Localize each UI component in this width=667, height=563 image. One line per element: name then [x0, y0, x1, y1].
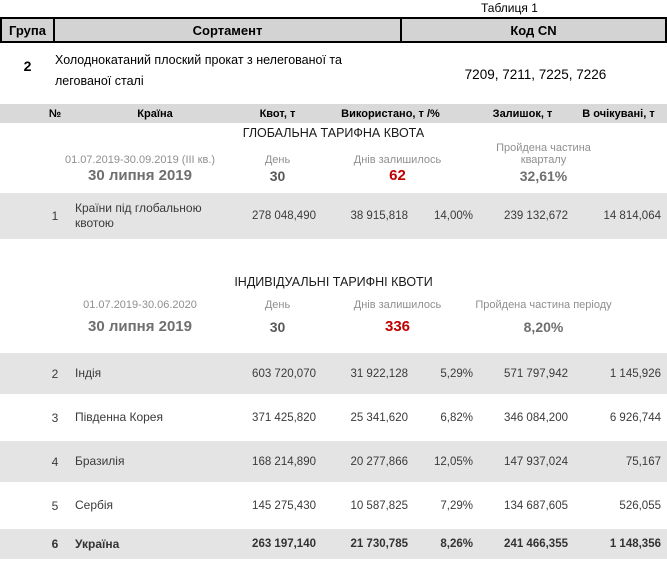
row-used-pct: 12,05%	[433, 455, 473, 468]
table-row	[0, 529, 667, 559]
global-day-value: 30	[269, 167, 286, 184]
global-current-date: 30 липня 2019	[87, 167, 192, 184]
quota-columns-header	[0, 104, 667, 123]
row-country: Сербія	[75, 498, 114, 512]
row-used: 21 730,785	[350, 538, 408, 550]
table-row	[0, 397, 667, 438]
row-quota: 603 720,070	[252, 367, 316, 380]
table-row	[0, 485, 667, 526]
row-used: 20 277,866	[350, 455, 408, 468]
table-row	[0, 441, 667, 482]
individual-days-left-label: Днів залишилось	[353, 299, 442, 311]
row-country: Бразилія	[75, 454, 125, 468]
row-remaining: 241 466,355	[504, 538, 568, 550]
product-table-header	[0, 17, 667, 43]
product-group-number: 2	[23, 58, 32, 74]
product-cn-codes: 7209, 7211, 7225, 7226	[464, 66, 607, 82]
row-used: 25 341,620	[350, 411, 408, 424]
row-remaining: 239 132,672	[504, 210, 568, 222]
global-day-label: День	[264, 154, 291, 166]
col-remaining: Залишок, т	[492, 107, 553, 120]
row-quota: 278 048,490	[252, 210, 316, 222]
row-number: 1	[51, 209, 59, 223]
row-number: 2	[51, 366, 59, 381]
row-number: 3	[51, 410, 59, 425]
row-used: 38 915,818	[350, 210, 408, 222]
individual-quota-title: ІНДИВІДУАЛЬНІ ТАРИФНІ КВОТИ	[234, 275, 433, 289]
global-progress-value: 32,61%	[519, 167, 568, 184]
row-country: Індія	[75, 366, 102, 380]
col-used: Використано, т /%	[341, 107, 440, 120]
row-remaining: 346 084,200	[504, 411, 568, 424]
col-number: №	[48, 107, 62, 120]
row-number: 5	[51, 498, 59, 513]
row-expected: 1 148,356	[609, 538, 661, 550]
individual-current-date: 30 липня 2019	[87, 318, 192, 335]
row-expected: 526,055	[619, 499, 661, 512]
row-country: Південна Корея	[75, 410, 163, 424]
row-quota: 168 214,890	[252, 455, 316, 468]
global-period-range: 01.07.2019-30.09.2019 (ІІІ кв.)	[64, 154, 216, 166]
row-used-pct: 7,29%	[440, 499, 473, 512]
individual-period-values	[0, 311, 667, 342]
product-row	[0, 43, 667, 98]
row-expected: 6 926,744	[609, 411, 661, 424]
row-quota: 371 425,820	[252, 411, 316, 424]
individual-period-range: 01.07.2019-30.06.2020	[83, 299, 197, 311]
col-expected: В очікувані, т	[582, 107, 655, 120]
table-row	[0, 353, 667, 394]
individual-progress-label: Пройдена частина періоду	[475, 299, 612, 311]
col-country: Країна	[137, 107, 173, 120]
header-assortment: Сортамент	[55, 19, 402, 41]
global-days-left-label: Днів залишилось	[353, 154, 442, 166]
row-used: 10 587,825	[350, 499, 408, 512]
header-group: Група	[2, 19, 55, 41]
row-remaining: 147 937,024	[504, 455, 568, 468]
col-quota: Квот, т	[259, 107, 296, 120]
global-progress-label: Пройдена частина кварталу	[496, 142, 591, 166]
global-period-labels	[0, 142, 667, 166]
global-days-left-value: 62	[389, 167, 406, 184]
row-number: 6	[51, 537, 59, 551]
row-expected: 14 814,064	[603, 210, 661, 222]
individual-day-label: День	[264, 299, 291, 311]
row-country: Україна	[75, 536, 120, 551]
row-expected: 75,167	[625, 455, 661, 468]
individual-day-value: 30	[269, 318, 286, 335]
row-country: Країни під глобальною квотою	[75, 201, 202, 230]
row-remaining: 571 797,942	[504, 367, 568, 380]
table-row	[0, 193, 667, 239]
row-used-pct: 8,26%	[440, 538, 473, 550]
individual-period-labels	[0, 292, 667, 311]
row-used-pct: 6,82%	[440, 411, 473, 424]
individual-progress-value: 8,20%	[523, 318, 564, 335]
row-used-pct: 14,00%	[433, 210, 473, 222]
product-assortment: Холоднокатаний плоский прокат з нелегованої та легованої сталі	[55, 53, 342, 88]
row-used-pct: 5,29%	[440, 367, 473, 380]
individual-days-left-value: 336	[384, 318, 411, 335]
row-quota: 145 275,430	[252, 499, 316, 512]
row-number: 4	[51, 454, 59, 469]
header-cn-code: Код CN	[510, 22, 557, 38]
row-quota: 263 197,140	[252, 538, 316, 550]
row-remaining: 134 687,605	[504, 499, 568, 512]
global-quota-title: ГЛОБАЛЬНА ТАРИФНА КВОТА	[242, 126, 425, 140]
table-caption: Таблиця 1	[481, 1, 538, 15]
row-used: 31 922,128	[350, 367, 408, 380]
row-expected: 1 145,926	[609, 367, 661, 380]
